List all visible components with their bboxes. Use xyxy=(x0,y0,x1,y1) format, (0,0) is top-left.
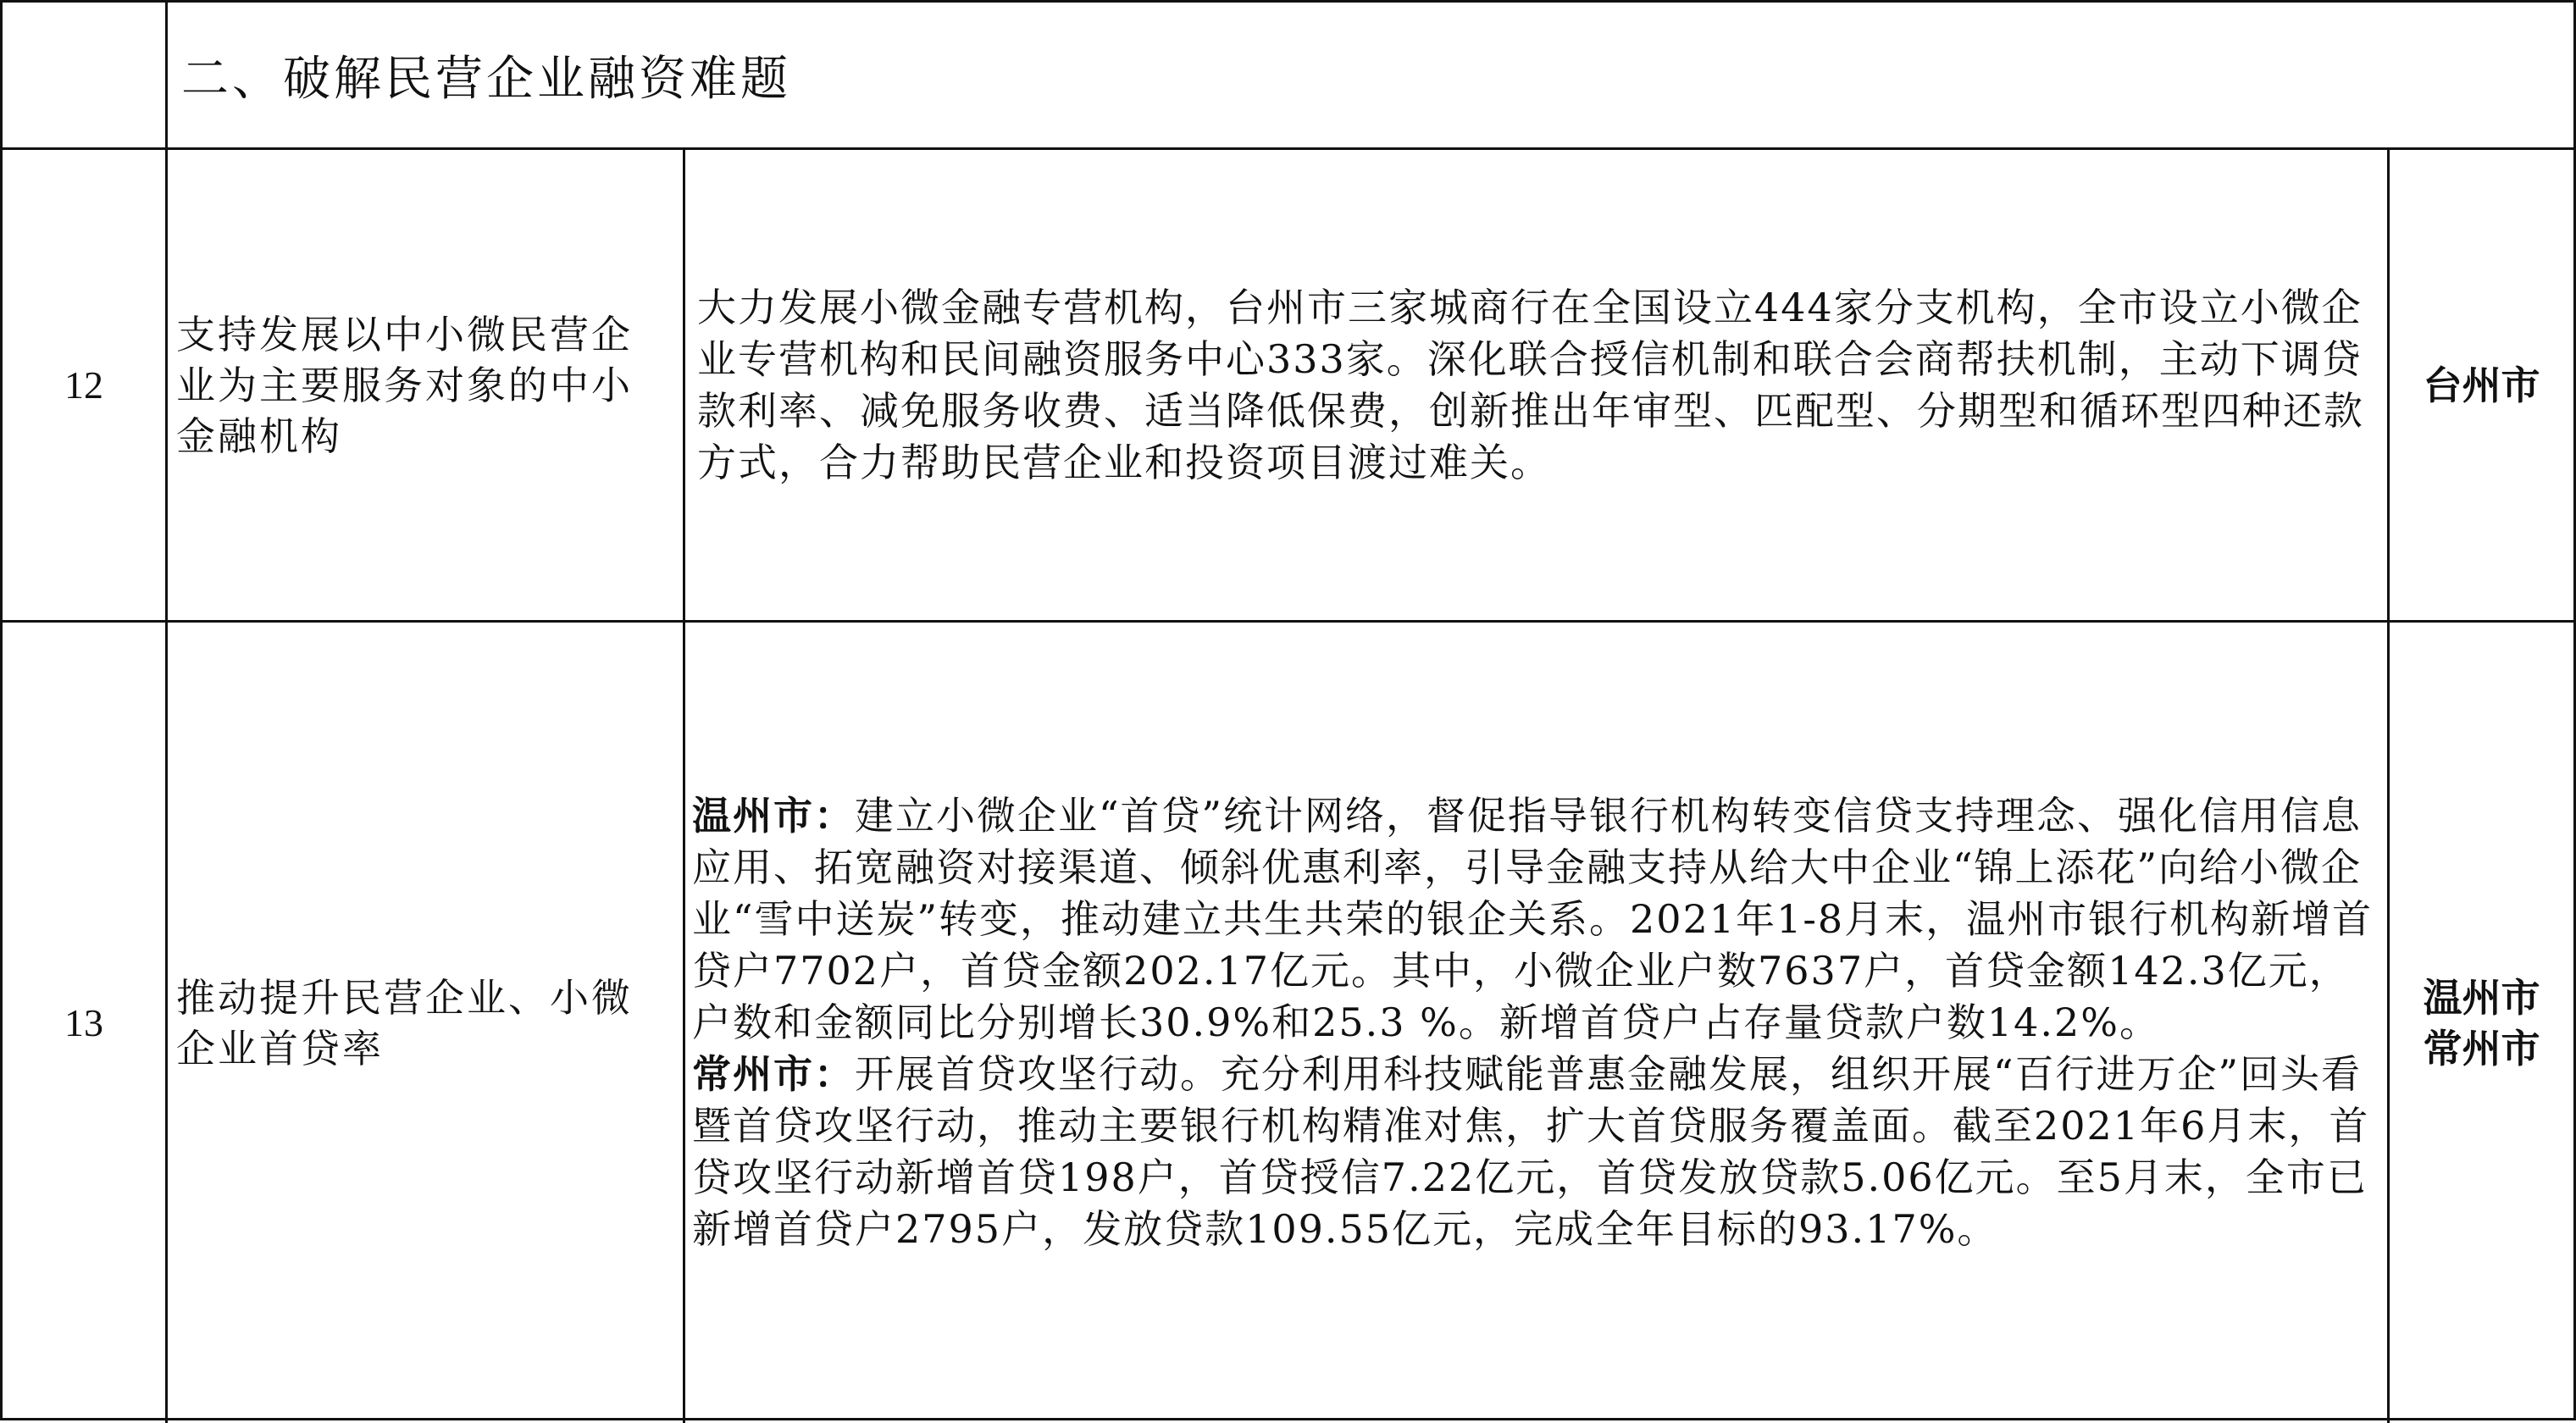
item-text: 支持发展以中小微民营企业为主要服务对象的中小金融机构 xyxy=(176,311,633,459)
description-cell xyxy=(685,623,2387,1423)
item-cell xyxy=(168,150,683,620)
city-name: 温州市 xyxy=(2423,974,2540,1021)
description-paragraph xyxy=(692,1049,2375,1255)
row-number-cell xyxy=(3,623,165,1423)
paragraph-text: 开展首贷攻坚行动。充分利用科技赋能普惠金融发展，组织开展“百行进万企”回头看暨首贷攻坚行动，推动主要银行机构精准对焦，扩大首贷服务覆盖面。截至2021年6月末，首贷攻坚行动新增首贷198户，首贷授信7.22亿元，首贷发放贷款5.06亿元。至5月末，全市已新增首贷户2795户，发放贷款109.55亿元，完成全年目标的93.17%。 xyxy=(692,1051,2370,1252)
row-number-cell xyxy=(3,150,165,620)
item-cell xyxy=(168,623,683,1423)
city-name: 常州市 xyxy=(2423,1025,2540,1071)
description-paragraph xyxy=(692,790,2375,1049)
item-text: 推动提升民营企业、小微企业首贷率 xyxy=(176,974,633,1071)
row-number: 13 xyxy=(64,1001,103,1044)
city-cell xyxy=(2390,150,2573,620)
city-label: 温州市： xyxy=(692,793,855,839)
city-label: 常州市： xyxy=(692,1051,855,1097)
section-title-text: 二、破解民营企业融资难题 xyxy=(181,51,791,107)
row-number: 12 xyxy=(64,363,103,407)
paragraph-text: 建立小微企业“首贷”统计网络，督促指导银行机构转变信贷支持理念、强化信用信息应用、拓宽融资对接渠道、倾斜优惠利率，引导金融支持从给大中企业“锦上添花”向给小微企业“雪中送炭”转变，推动建立共生共荣的银企关系。2021年1-8月末，温州市银行机构新增首贷户7702户，首贷金额202.17亿元。其中，小微企业户数7637户，首贷金额142.3亿元，户数和金额同比分别增长30.9%和25.3 %。新增首贷户占存量贷款户数14.2%。 xyxy=(692,793,2374,1045)
description-cell xyxy=(685,150,2387,620)
city-name: 台州市 xyxy=(2423,362,2540,408)
section-title xyxy=(168,3,2573,147)
city-cell xyxy=(2390,623,2573,1423)
description-text: 大力发展小微金融专营机构，台州市三家城商行在全国设立444家分支机构，全市设立小微企业专营机构和民间融资服务中心333家。深化联合授信机制和联合会商帮扶机制，主动下调贷款利率、减免服务收费、适当降低保费，创新推出年审型、匹配型、分期型和循环型四种还款方式，合力帮助民营企业和投资项目渡过难关。 xyxy=(697,284,2364,485)
